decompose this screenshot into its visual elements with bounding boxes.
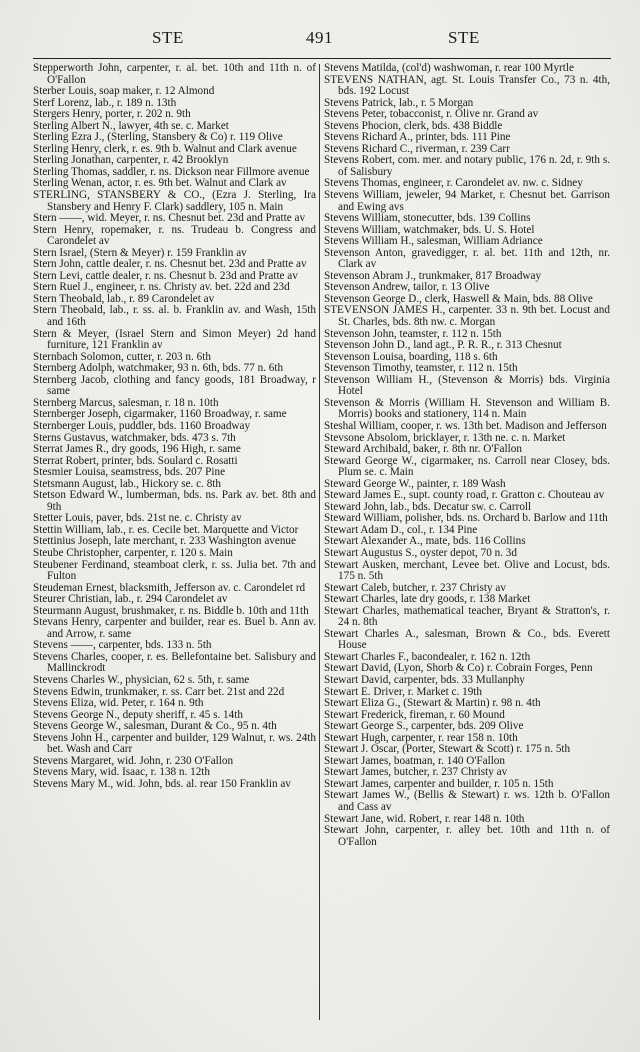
directory-entry: Stern Israel, (Stern & Meyer) r. 159 Franklin av bbox=[33, 246, 247, 259]
directory-entry: Sternberger Louis, puddler, bds. 1160 Broadway bbox=[33, 419, 251, 432]
directory-entry: Sternberger Joseph, cigarmaker, 1160 Broadway, r. same bbox=[33, 408, 287, 421]
directory-entry: Steward William, polisher, bds. ns. Orchard b. Barlow and 11th bbox=[324, 512, 608, 525]
directory-entry: Stevenson Anton, gravedigger, r. al. bet. 11th and 12th, nr. Clark av bbox=[324, 246, 610, 271]
directory-entry: Stern Levi, cattle dealer, r. ns. Chesnut b. 23d and Pratte av bbox=[33, 269, 298, 282]
directory-entry: Stevens Mary M., wid. John, bds. al. rear 150 Franklin av bbox=[33, 777, 291, 790]
directory-entry: Sterling Jonathan, carpenter, r. 42 Brooklyn bbox=[33, 154, 229, 167]
directory-entry: Sterling Wenan, actor, r. es. 9th bet. Walnut and Clark av bbox=[33, 177, 287, 190]
directory-entry: Stewart Charles A., salesman, Brown & Co., bds. Everett House bbox=[324, 627, 610, 652]
directory-entry: Stetter Louis, paver, bds. 21st ne. c. Christy av bbox=[33, 512, 242, 525]
directory-entry: Stewart E. Driver, r. Market c. 19th bbox=[324, 685, 482, 698]
directory-entry: Stern Theobald, lab., r. ss. al. b. Franklin av. and Wash, 15th and 16th bbox=[33, 304, 316, 329]
directory-entry: STEVENS NATHAN, agt. St. Louis Transfer Co., 73 n. 4th, bds. 192 Locust bbox=[324, 73, 610, 98]
directory-entry: Sterf Lorenz, lab., r. 189 n. 13th bbox=[33, 96, 177, 109]
directory-entry: Steurmann August, brushmaker, r. ns. Biddle b. 10th and 11th bbox=[33, 604, 309, 617]
directory-entry: Stern & Meyer, (Israel Stern and Simon Meyer) 2d hand furniture, 121 Franklin av bbox=[33, 327, 316, 352]
directory-entry: Stevenson & Morris (William H. Stevenson and William B. Morris) books and stationery, 114 n. Main bbox=[324, 396, 610, 421]
directory-entry: Stevenson Louisa, boarding, 118 s. 6th bbox=[324, 350, 498, 363]
directory-entry: Sterling Albert N., lawyer, 4th se. c. Market bbox=[33, 119, 229, 132]
header-left-guide-word: STE bbox=[152, 28, 184, 47]
directory-entry: Stewart James, butcher, r. 237 Christy av bbox=[324, 766, 508, 779]
directory-entry: Sterns Gustavus, watchmaker, bds. 473 s. 7th bbox=[33, 431, 236, 444]
directory-entry: Stevens Mary, wid. Isaac, r. 138 n. 12th bbox=[33, 766, 210, 779]
directory-entry: Steudeman Ernest, blacksmith, Jefferson av. c. Carondelet rd bbox=[33, 581, 306, 594]
directory-entry: Stevens Richard A., printer, bds. 111 Pine bbox=[324, 131, 511, 144]
directory-entry: Stevenson Andrew, tailor, r. 13 Olive bbox=[324, 281, 490, 294]
directory-entry: Stettinius Joseph, late merchant, r. 233 Washington avenue bbox=[33, 535, 296, 548]
directory-entry: Stevenson Abram J., trunkmaker, 817 Broadway bbox=[324, 269, 542, 282]
directory-entry: Steshal William, cooper, r. ws. 13th bet. Madison and Jefferson bbox=[324, 419, 607, 432]
directory-entry: Stern ——, wid. Meyer, r. ns. Chesnut bet. 23d and Pratte av bbox=[33, 212, 306, 225]
directory-entry: Stevens William H., salesman, William Adriance bbox=[324, 235, 543, 248]
directory-entry: Stewart Charles F., bacondealer, r. 162 n. 12th bbox=[324, 650, 531, 663]
directory-entry: Stewart Alexander A., mate, bds. 116 Collins bbox=[324, 535, 526, 548]
directory-entry: Stewart John, carpenter, r. alley bet. 10th and 11th n. of O'Fallon bbox=[324, 824, 610, 848]
directory-entry: Stewart Frederick, fireman, r. 60 Mound bbox=[324, 708, 505, 721]
directory-entry: Stevens Richard C., riverman, r. 239 Carr bbox=[324, 142, 510, 155]
directory-entry: STERLING, STANSBERY & CO., (Ezra J. Sterling, Ira Stansbery and Henry F. Clark) saddlery, 105 n. Main bbox=[33, 189, 316, 213]
directory-entry: Stesmier Louisa, seamstress, bds. 207 Pine bbox=[33, 466, 226, 479]
directory-entry: Steward Archibald, baker, r. 8th nr. O'Fallon bbox=[324, 443, 522, 456]
directory-entry: Stevenson William H., (Stevenson & Morris) bds. Virginia Hotel bbox=[324, 373, 610, 398]
directory-entry: Stewart George S., carpenter, bds. 209 Olive bbox=[324, 720, 524, 733]
directory-entry: Stern Ruel J., engineer, r. ns. Christy av. bet. 22d and 23d bbox=[33, 281, 290, 294]
directory-entry: Stevens Margaret, wid. John, r. 230 O'Fallon bbox=[33, 754, 234, 767]
directory-entry: Stewart David, (Lyon, Shorb & Co) r. Cobrain Forges, Penn bbox=[324, 662, 593, 675]
directory-entry: Stevens George W., salesman, Durant & Co., 95 n. 4th bbox=[33, 720, 277, 733]
directory-entry: Stetson Edward W., lumberman, bds. ns. Park av. bet. 8th and 9th bbox=[33, 489, 316, 513]
directory-entry: Stewart Adam D., col., r. 134 Pine bbox=[324, 523, 478, 536]
directory-entry: Stewart James, carpenter and builder, r. 105 n. 15th bbox=[324, 777, 554, 790]
directory-entry: Sterrat James R., dry goods, 196 High, r. same bbox=[33, 443, 241, 456]
directory-entry: Stewart Eliza G., (Stewart & Martin) r. 98 n. 4th bbox=[324, 697, 541, 710]
directory-entry: Stevens Edwin, trunkmaker, r. ss. Carr bet. 21st and 22d bbox=[33, 685, 285, 698]
directory-entry: Stewart Ausken, merchant, Levee bet. Olive and Locust, bds. 175 n. 5th bbox=[324, 558, 610, 583]
directory-entry: Stewart Caleb, butcher, r. 237 Christy av bbox=[324, 581, 506, 594]
directory-entry: Stevens Eliza, wid. Peter, r. 164 n. 9th bbox=[33, 697, 204, 710]
directory-entry: Stevens William, stonecutter, bds. 139 Collins bbox=[324, 212, 531, 225]
directory-entry: Stergers Henry, porter, r. 202 n. 9th bbox=[33, 108, 191, 121]
directory-entry: Stevenson John, teamster, r. 112 n. 15th bbox=[324, 327, 502, 340]
directory-entry: Stevens Phocion, clerk, bds. 438 Biddle bbox=[324, 119, 503, 132]
directory-entry: Stevens John H., carpenter and builder, 129 Walnut, r. ws. 24th bet. Wash and Carr bbox=[33, 731, 316, 756]
directory-entry: Sternberg Adolph, watchmaker, 93 n. 6th, bds. 77 n. 6th bbox=[33, 362, 284, 375]
directory-entry: Stewart James, boatman, r. 140 O'Fallon bbox=[324, 754, 505, 767]
directory-entry: Stevenson George D., clerk, Haswell & Main, bds. 88 Olive bbox=[324, 292, 593, 305]
directory-entry: Stevens ——, carpenter, bds. 133 n. 5th bbox=[33, 639, 212, 652]
directory-entry: Stepperworth John, carpenter, r. al. bet. 10th and 11th n. of O'Fallon bbox=[33, 62, 316, 86]
directory-entry: Stern Theobald, lab., r. 89 Carondelet av bbox=[33, 292, 215, 305]
directory-entry: Stewart Jane, wid. Robert, r. rear 148 n. 10th bbox=[324, 812, 525, 825]
directory-entry: Stevens Robert, com. mer. and notary public, 176 n. 2d, r. 9th s. of Salisbury bbox=[324, 154, 610, 178]
directory-entry: Sternberg Marcus, salesman, r. 18 n. 10th bbox=[33, 396, 219, 409]
directory-entry: Steward James E., supt. county road, r. Gratton c. Chouteau av bbox=[324, 489, 605, 502]
directory-entry: Steward George W., cigarmaker, ns. Carroll near Closey, bds. Plum se. c. Main bbox=[324, 454, 610, 479]
directory-entry: Steward George W., painter, r. 189 Wash bbox=[324, 477, 506, 490]
directory-entry: Stern Henry, ropemaker, r. ns. Trudeau b. Congress and Carondelet av bbox=[33, 223, 316, 248]
directory-entry: Sternbach Solomon, cutter, r. 203 n. 6th bbox=[33, 350, 211, 363]
directory-entry: STEVENSON JAMES H., carpenter. 33 n. 9th bet. Locust and St. Charles, bds. 8th nw. c. Morgan bbox=[324, 304, 610, 329]
directory-entry: Stevens Peter, tobacconist, r. Olive nr. Grand av bbox=[324, 108, 539, 121]
directory-entry: Stevsone Absolom, bricklayer, r. 13th ne. c. n. Market bbox=[324, 431, 566, 444]
page-number: 491 bbox=[306, 28, 333, 47]
directory-entry: Stetsmann August, lab., Hickory se. c. 8th bbox=[33, 477, 221, 490]
directory-entry: Stevens Thomas, engineer, r. Carondelet av. nw. c. Sidney bbox=[324, 177, 583, 190]
directory-entry: Steubener Ferdinand, steamboat clerk, r. ss. Julia bet. 7th and Fulton bbox=[33, 558, 316, 583]
directory-entry: Stettin William, lab., r. es. Cecile bet. Marquette and Victor bbox=[33, 523, 299, 536]
directory-entry: Steube Christopher, carpenter, r. 120 s. Main bbox=[33, 546, 233, 559]
directory-entry: Sterling Ezra J., (Sterling, Stansbery & Co) r. 119 Olive bbox=[33, 131, 283, 144]
directory-entry: Stevens Matilda, (col'd) washwoman, r. rear 100 Myrtle bbox=[324, 62, 574, 74]
directory-entry: Stewart Hugh, carpenter, r. rear 158 n. 10th bbox=[324, 731, 518, 744]
running-header bbox=[0, 28, 640, 52]
directory-entry: Stewart Charles, late dry goods, r. 138 Market bbox=[324, 593, 531, 606]
directory-entry: Stewart David, carpenter, bds. 33 Mullanphy bbox=[324, 673, 525, 686]
directory-entry: Steward John, lab., bds. Decatur sw. c. Carroll bbox=[324, 500, 532, 513]
directory-entry: Stewart J. Oscar, (Porter, Stewart & Scott) r. 175 n. 5th bbox=[324, 743, 571, 756]
directory-entry: Sterling Thomas, saddler, r. ns. Dickson near Fillmore avenue bbox=[33, 165, 310, 178]
directory-entry: Stewart Charles, mathematical teacher, Bryant & Stratton's, r. 24 n. 8th bbox=[324, 604, 610, 629]
directory-entry: Stern John, cattle dealer, r. ns. Chesnut bet. 23d and Pratte av bbox=[33, 258, 307, 271]
directory-entry: Stevens Charles W., physician, 62 s. 5th, r. same bbox=[33, 673, 250, 686]
header-right-guide-word: STE bbox=[448, 28, 480, 47]
directory-entry: Stevenson John D., land agt., P. R. R., r. 313 Chesnut bbox=[324, 339, 562, 352]
directory-entry: Stevens George N., deputy sheriff, r. 45 s. 14th bbox=[33, 708, 243, 721]
directory-entry: Stevens William, watchmaker, bds. U. S. Hotel bbox=[324, 223, 535, 236]
directory-entry: Stewart James W., (Bellis & Stewart) r. ws. 12th b. O'Fallon and Cass av bbox=[324, 789, 610, 813]
directory-entry: Stevens William, jeweler, 94 Market, r. Chesnut bet. Garrison and Ewing avs bbox=[324, 189, 610, 213]
directory-entry: Stevans Henry, carpenter and builder, rear es. Buel b. Ann av. and Arrow, r. same bbox=[33, 616, 316, 640]
directory-entry: Sternberg Jacob, clothing and fancy goods, 181 Broadway, r same bbox=[33, 373, 316, 398]
directory-entry: Stevens Patrick, lab., r. 5 Morgan bbox=[324, 96, 474, 109]
directory-entry: Sterrat Robert, printer, bds. Soulard c. Rosatti bbox=[33, 454, 238, 467]
column-divider bbox=[319, 64, 320, 1020]
directory-entry: Sterber Louis, soap maker, r. 12 Almond bbox=[33, 85, 215, 98]
directory-entry: Sterling Henry, clerk, r. es. 9th b. Walnut and Clark avenue bbox=[33, 142, 297, 155]
directory-entry: Stewart Augustus S., oyster depot, 70 n. 3d bbox=[324, 546, 517, 559]
left-column bbox=[33, 63, 316, 790]
right-column bbox=[324, 63, 610, 848]
directory-entry: Steurer Christian, lab., r. 294 Carondelet av bbox=[33, 593, 228, 606]
directory-entry: Stevens Charles, cooper, r. es. Bellefontaine bet. Salisbury and Mallinckrodt bbox=[33, 650, 316, 675]
header-rule bbox=[33, 58, 611, 59]
directory-entry: Stevenson Timothy, teamster, r. 112 n. 15th bbox=[324, 362, 518, 375]
